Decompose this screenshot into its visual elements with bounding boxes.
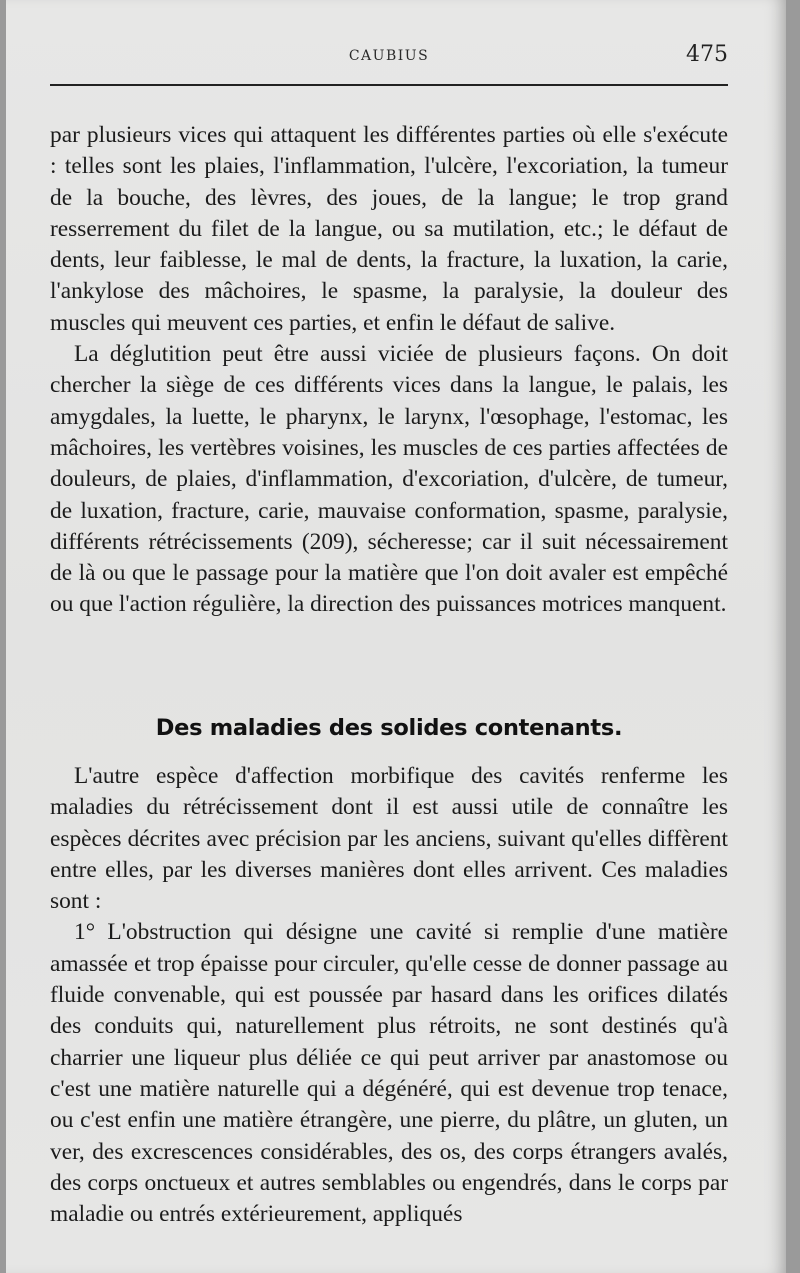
running-title: CAUBIUS (348, 48, 430, 64)
paragraph: par plusieurs vices qui attaquent les différentes parties où elle s'exécute : telles sont les plaies, l'inflammation, l'ulcère, l'excoriation, la tumeur de la bouche, des lèvres, des joues, de la langue; le trop grand resserrement du filet de la langue, ou sa mutilation, etc.; le défaut de dents, leur faiblesse, le mal de dents, la fracture, la luxation, la carie, l'ankylose des mâchoires, le spasme, la paralysie, la douleur des muscles qui meuvent ces parties, et enfin le défaut de salive. (50, 122, 728, 336)
page-number: 475 (686, 42, 728, 67)
text-block-lower (50, 761, 728, 1230)
text-block-upper (50, 120, 728, 621)
paragraph: 1° L'obstruction qui désigne une cavité si remplie d'une matière amassée et trop épaisse pour circuler, qu'elle cesse de donner passage au fluide convenable, qui est poussée par hasard dans les orifices dilatés des conduits qui, naturellement plus rétroits, ne sont destinés qu'à charrier une liqueur plus déliée ce qui peut arriver par anastomose ou c'est une matière naturelle qui a dégénéré, qui est devenue trop tenace, ou c'est enfin une matière étrangère, une pierre, du plâtre, un gluten, un ver, des excrescences considérables, des os, des corps étrangers avalés, des corps onctueux et autres semblables ou engendrés, dans le corps par maladie ou entrés extérieurement, appliqués (50, 919, 728, 1228)
running-head (50, 40, 728, 70)
header-rule (50, 84, 728, 86)
paragraph: L'autre espèce d'affection morbifique des cavités renferme les maladies du rétrécissement dont il est aussi utile de connaître les espèces décrites avec précision par les anciens, suivant qu'elles diffèrent entre elles, par les diverses manières dont elles arrivent. Ces maladies sont : (50, 763, 728, 915)
book-page (6, 0, 786, 1273)
paragraph: La déglutition peut être aussi viciée de plusieurs façons. On doit chercher la siège de ces différents vices dans la langue, le palais, les amygdales, la luette, le pharynx, le larynx, l'œsophage, l'estomac, les mâchoires, les vertèbres voisines, les muscles de ces parties affectées de douleurs, de plaies, d'inflammation, d'excoriation, d'ulcère, de tumeur, de luxation, fracture, carie, mauvaise conformation, spasme, paralysie, différents rétrécissements (209), sécheresse; car il suit nécessairement de là ou que le passage pour la matière que l'on doit avaler est empêché ou que l'action régulière, la direction des puissances motrices manquent. (50, 341, 728, 618)
section-heading: Des maladies des solides contenants. (155, 715, 623, 741)
